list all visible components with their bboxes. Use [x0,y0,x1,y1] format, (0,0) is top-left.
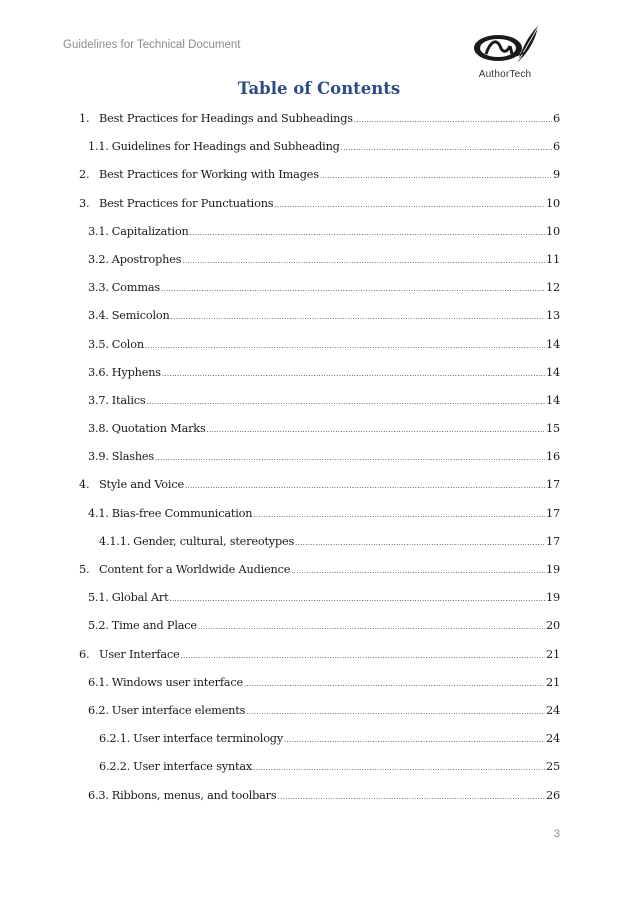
toc-entry-title: User interface syntax [133,760,253,774]
logo-text: AuthorTech [478,69,532,80]
toc-entry[interactable] [79,616,560,644]
toc-entry-page: 9 [553,168,560,182]
toc-entry-number: 3.5. [88,337,109,351]
toc-dot-leader [161,279,545,299]
toc-entry[interactable] [79,757,560,785]
toc-entry[interactable] [79,560,560,588]
toc-entry-number: 3.3. [88,281,109,295]
toc-entry-title: Ribbons, menus, and toolbars [111,788,277,802]
toc-entry[interactable] [79,447,560,475]
toc-entry-title: Hyphens [111,365,161,379]
toc-dot-leader [207,420,545,440]
toc-entry-title: Semicolon [111,309,170,323]
toc-dot-leader [274,195,545,215]
toc-entry-page: 12 [546,281,560,295]
toc-dot-leader [341,138,552,158]
toc-dot-leader [244,674,545,694]
toc-dot-leader [295,533,545,553]
toc-entry-page: 11 [546,252,560,266]
toc-entry-title: Best Practices for Headings and Subheadings [99,112,353,125]
toc-entry-title: User interface terminology [133,732,284,746]
toc-entry-page: 21 [546,647,560,661]
authortech-logo [466,24,544,80]
toc-entry[interactable] [79,701,560,729]
toc-entry-number: 4.1. [88,506,109,520]
toc-entry-page: 17 [546,478,560,492]
toc-entry-title: Commas [111,281,160,295]
toc-entry[interactable] [79,588,560,616]
toc-entry-title: Best Practices for Working with Images [99,168,319,182]
toc-entry-title: Content for a Worldwide Audience [99,563,291,576]
toc-title: Table of Contents [237,79,401,98]
toc-entry-number: 5.1. [88,591,109,605]
toc-entry[interactable] [79,532,560,560]
toc-dot-leader [145,336,545,356]
toc-dot-leader [246,702,545,722]
toc-entry-number: 6.2. [88,703,109,717]
toc-entry-title: Colon [111,337,144,351]
toc-entry-page: 20 [546,619,560,633]
toc-entry-title: User Interface [99,647,180,661]
toc-entry-number: 3.7. [88,393,109,407]
toc-entry-number: 5.2. [88,619,109,633]
table-of-contents [79,109,560,814]
toc-entry-page: 13 [546,309,560,323]
toc-entry[interactable] [79,335,560,363]
toc-entry[interactable] [79,673,560,701]
toc-entry-title: Gender, cultural, stereotypes [133,534,295,548]
toc-entry-page: 21 [546,675,560,689]
toc-entry-title: Best Practices for Punctuations [99,196,274,210]
toc-entry-title: Guidelines for Headings and Subheading [111,140,340,154]
toc-entry-number: 2. [79,168,90,182]
toc-dot-leader [162,364,545,384]
toc-entry-number: 3.2. [88,252,109,266]
toc-entry-page: 15 [546,422,560,436]
toc-dot-leader [169,589,545,609]
toc-entry-number: 3.6. [88,365,109,379]
toc-entry[interactable] [79,250,560,278]
toc-entry-page: 16 [546,450,560,464]
toc-entry-title: Apostrophes [111,252,182,266]
toc-dot-leader [181,646,546,666]
toc-entry[interactable] [79,194,560,222]
toc-entry-number: 3.4. [88,309,109,323]
toc-dot-leader [278,787,546,807]
toc-entry[interactable] [79,786,560,814]
toc-entry-title: Italics [111,393,146,407]
toc-entry-number: 4.1.1. [99,534,131,548]
toc-entry-page: 10 [546,224,560,238]
toc-entry-number: 3.8. [88,422,109,436]
toc-entry-page: 6 [553,112,560,125]
toc-entry-page: 14 [546,393,560,407]
toc-dot-leader [253,758,545,778]
toc-dot-leader [190,223,545,243]
toc-entry[interactable] [79,278,560,306]
toc-entry-page: 14 [546,365,560,379]
toc-entry-page: 19 [546,591,560,605]
toc-dot-leader [171,307,545,327]
toc-entry[interactable] [79,475,560,503]
toc-dot-leader [155,448,545,468]
toc-entry-page: 24 [546,703,560,717]
toc-entry-number: 1. [79,112,90,125]
toc-entry-page: 19 [546,563,560,576]
quill-logo-icon [466,24,544,68]
toc-entry-title: Capitalization [111,224,189,238]
toc-entry-page: 26 [546,788,560,802]
toc-dot-leader [291,561,545,581]
toc-entry-page: 10 [546,196,560,210]
toc-entry-title: Slashes [111,450,155,464]
toc-entry[interactable] [79,729,560,757]
toc-entry[interactable] [79,137,560,165]
toc-dot-leader [284,730,545,750]
toc-entry-page: 17 [546,506,560,520]
toc-entry-number: 3. [79,196,90,210]
toc-entry-page: 17 [546,534,560,548]
toc-entry[interactable] [79,306,560,334]
toc-entry-title: Global Art [111,591,169,605]
toc-entry-title: User interface elements [111,703,246,717]
toc-dot-leader [354,110,552,130]
toc-entry-number: 6.2.1. [99,732,131,746]
toc-entry-number: 5. [79,563,90,576]
toc-dot-leader [253,505,545,525]
toc-entry-title: Time and Place [111,619,197,633]
toc-entry-number: 4. [79,478,90,492]
toc-entry-number: 6. [79,647,90,661]
toc-entry-number: 6.2.2. [99,760,131,774]
toc-entry-page: 14 [546,337,560,351]
toc-entry-number: 3.9. [88,450,109,464]
toc-entry[interactable] [79,109,560,137]
running-header: Guidelines for Technical Document [63,39,241,51]
toc-entry-page: 25 [546,760,560,774]
toc-dot-leader [182,251,545,271]
toc-entry[interactable] [79,363,560,391]
toc-entry-page: 24 [546,732,560,746]
toc-entry[interactable] [79,391,560,419]
toc-entry[interactable] [79,645,560,673]
toc-entry-title: Quotation Marks [111,422,206,436]
toc-entry-number: 6.1. [88,675,109,689]
toc-entry-title: Bias-free Communication [111,506,253,520]
toc-entry-number: 1.1. [88,140,109,154]
toc-entry-title: Windows user interface [111,675,243,689]
page-number: 3 [553,828,560,840]
toc-entry-number: 6.3. [88,788,109,802]
toc-entry-page: 6 [553,140,560,154]
toc-entry[interactable] [79,165,560,193]
toc-entry[interactable] [79,222,560,250]
toc-dot-leader [146,392,545,412]
toc-entry[interactable] [79,504,560,532]
toc-entry-number: 3.1. [88,224,109,238]
toc-dot-leader [185,476,545,496]
toc-dot-leader [320,166,552,186]
toc-entry-title: Style and Voice [99,478,184,492]
toc-entry[interactable] [79,419,560,447]
toc-dot-leader [198,617,545,637]
